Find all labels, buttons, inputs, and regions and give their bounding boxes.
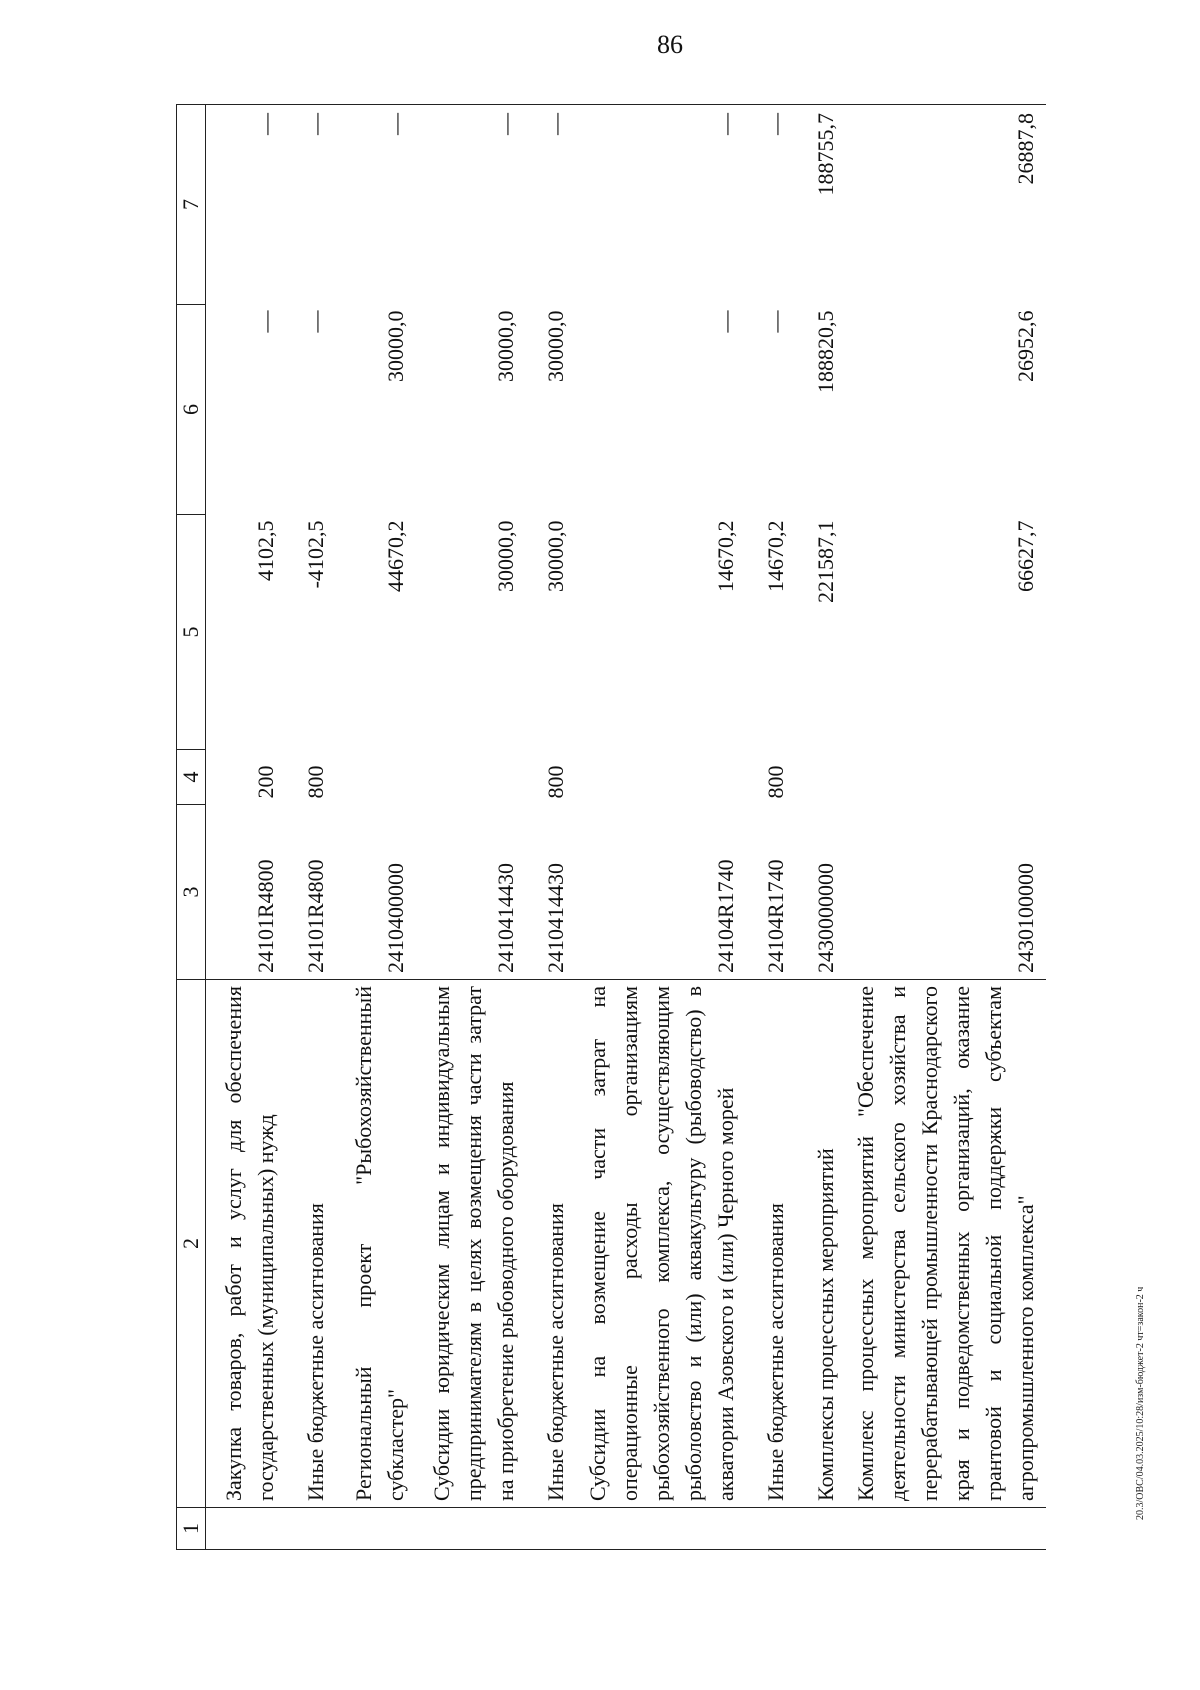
row-value-col7: — — [206, 105, 286, 305]
row-value-col6: — — [762, 310, 788, 333]
row-value-col7: 26887,8 — [846, 105, 1046, 305]
row-value-col6: 30000,0 — [492, 310, 518, 382]
row-value-col6: 26952,6 — [1012, 310, 1038, 382]
table-row — [336, 105, 416, 1550]
row-name: Закупка товаров, работ и услуг для обеспечения государственных (муниципальных) нужд — [206, 980, 286, 1508]
row-expense-kind: 800 — [302, 765, 328, 799]
row-number-cell — [286, 1508, 336, 1550]
row-value-col5: 221587,1 — [812, 520, 838, 603]
row-expense-kind: 800 — [542, 765, 568, 799]
row-value-col6: — — [302, 310, 328, 333]
row-code: 2430000000 — [812, 863, 838, 973]
rotated-table-container — [176, 105, 1038, 1550]
row-number-cell — [746, 1508, 796, 1550]
row-value-col7: — — [746, 105, 796, 305]
header-col-7: 7 — [177, 105, 206, 305]
row-value-col5: 14670,2 — [712, 520, 738, 592]
row-number-cell — [576, 1508, 746, 1550]
row-expense-kind — [576, 750, 746, 805]
header-col-6: 6 — [177, 305, 206, 515]
row-number-cell — [796, 1508, 846, 1550]
row-number-cell — [336, 1508, 416, 1550]
row-value-col5: 4102,5 — [252, 520, 278, 581]
header-col-1: 1 — [177, 1508, 206, 1550]
header-col-4: 4 — [177, 750, 206, 805]
row-expense-kind: 200 — [252, 765, 278, 799]
row-number-cell — [416, 1508, 526, 1550]
row-name: Иные бюджетные ассигнования — [286, 980, 336, 1508]
budget-table — [176, 104, 1046, 1550]
table-row — [526, 105, 576, 1550]
row-name: Субсидии на возмещение части затрат на операционные расходы организациям рыбохозяйственного комплекса, осуществляющим рыболовство и (или) аквакультуру (рыбоводство) в акватории Азовского и (или) Черного морей — [576, 980, 746, 1508]
row-value-col7: — — [576, 105, 746, 305]
row-value-col6: — — [712, 310, 738, 333]
row-number-cell — [526, 1508, 576, 1550]
table-row — [416, 105, 526, 1550]
row-code: 24101R4800 — [252, 859, 278, 973]
row-value-col6: 30000,0 — [382, 310, 408, 382]
row-expense-kind: 800 — [762, 765, 788, 799]
row-value-col5: 30000,0 — [492, 520, 518, 592]
row-value-col5: 30000,0 — [542, 520, 568, 592]
header-row — [177, 105, 206, 1550]
row-expense-kind — [416, 750, 526, 805]
header-col-3: 3 — [177, 805, 206, 980]
row-value-col6: 30000,0 — [542, 310, 568, 382]
row-code: 2430100000 — [1012, 863, 1038, 973]
row-expense-kind — [336, 750, 416, 805]
row-value-col7: 188755,7 — [796, 105, 846, 305]
row-expense-kind — [796, 750, 846, 805]
row-expense-kind — [846, 750, 1046, 805]
row-code: 2410414430 — [492, 863, 518, 973]
row-value-col5: -4102,5 — [302, 520, 328, 589]
row-name: Региональный проект "Рыбохозяйственный субкластер" — [336, 980, 416, 1508]
row-value-col5: 66627,7 — [1012, 520, 1038, 592]
row-name: Иные бюджетные ассигнования — [746, 980, 796, 1508]
row-value-col7: — — [286, 105, 336, 305]
table-row — [576, 105, 746, 1550]
page-number: 86 — [657, 30, 683, 59]
table-row — [206, 105, 286, 1550]
header-col-2: 2 — [177, 980, 206, 1508]
row-value-col7: — — [336, 105, 416, 305]
header-col-5: 5 — [177, 515, 206, 750]
row-name: Комплекс процессных мероприятий "Обеспечение деятельности министерства сельского хозяйства и перерабатывающей промышленности Краснодарского края и подведомственных организаций, оказание грантовой и социальной поддержки субъектам агропромышленного комплекса" — [846, 980, 1046, 1508]
row-code: 24104R1740 — [762, 859, 788, 973]
row-name: Субсидии юридическим лицам и индивидуальным предпринимателям в целях возмещения части затрат на приобретение рыбоводного оборудования — [416, 980, 526, 1508]
row-code: 2410414430 — [542, 863, 568, 973]
footer-document-id: 20.3/ОВС/04.03.2025/10:28/изм-бюджет-2 чт=закон-2 ч — [1135, 1286, 1146, 1520]
row-value-col5: 44670,2 — [382, 520, 408, 592]
row-code: 24104R1740 — [712, 859, 738, 973]
row-code: 24101R4800 — [302, 859, 328, 973]
table-row — [286, 105, 336, 1550]
row-value-col6: 188820,5 — [812, 310, 838, 393]
row-value-col7: — — [416, 105, 526, 305]
row-value-col5: 14670,2 — [762, 520, 788, 592]
row-value-col6: — — [252, 310, 278, 333]
row-name: Комплексы процессных мероприятий — [796, 980, 846, 1508]
table-row — [796, 105, 846, 1550]
row-number-cell — [206, 1508, 286, 1550]
row-value-col7: — — [526, 105, 576, 305]
row-name: Иные бюджетные ассигнования — [526, 980, 576, 1508]
row-code: 2410400000 — [382, 863, 408, 973]
table-row — [846, 105, 1046, 1550]
row-number-cell — [846, 1508, 1046, 1550]
table-row — [746, 105, 796, 1550]
